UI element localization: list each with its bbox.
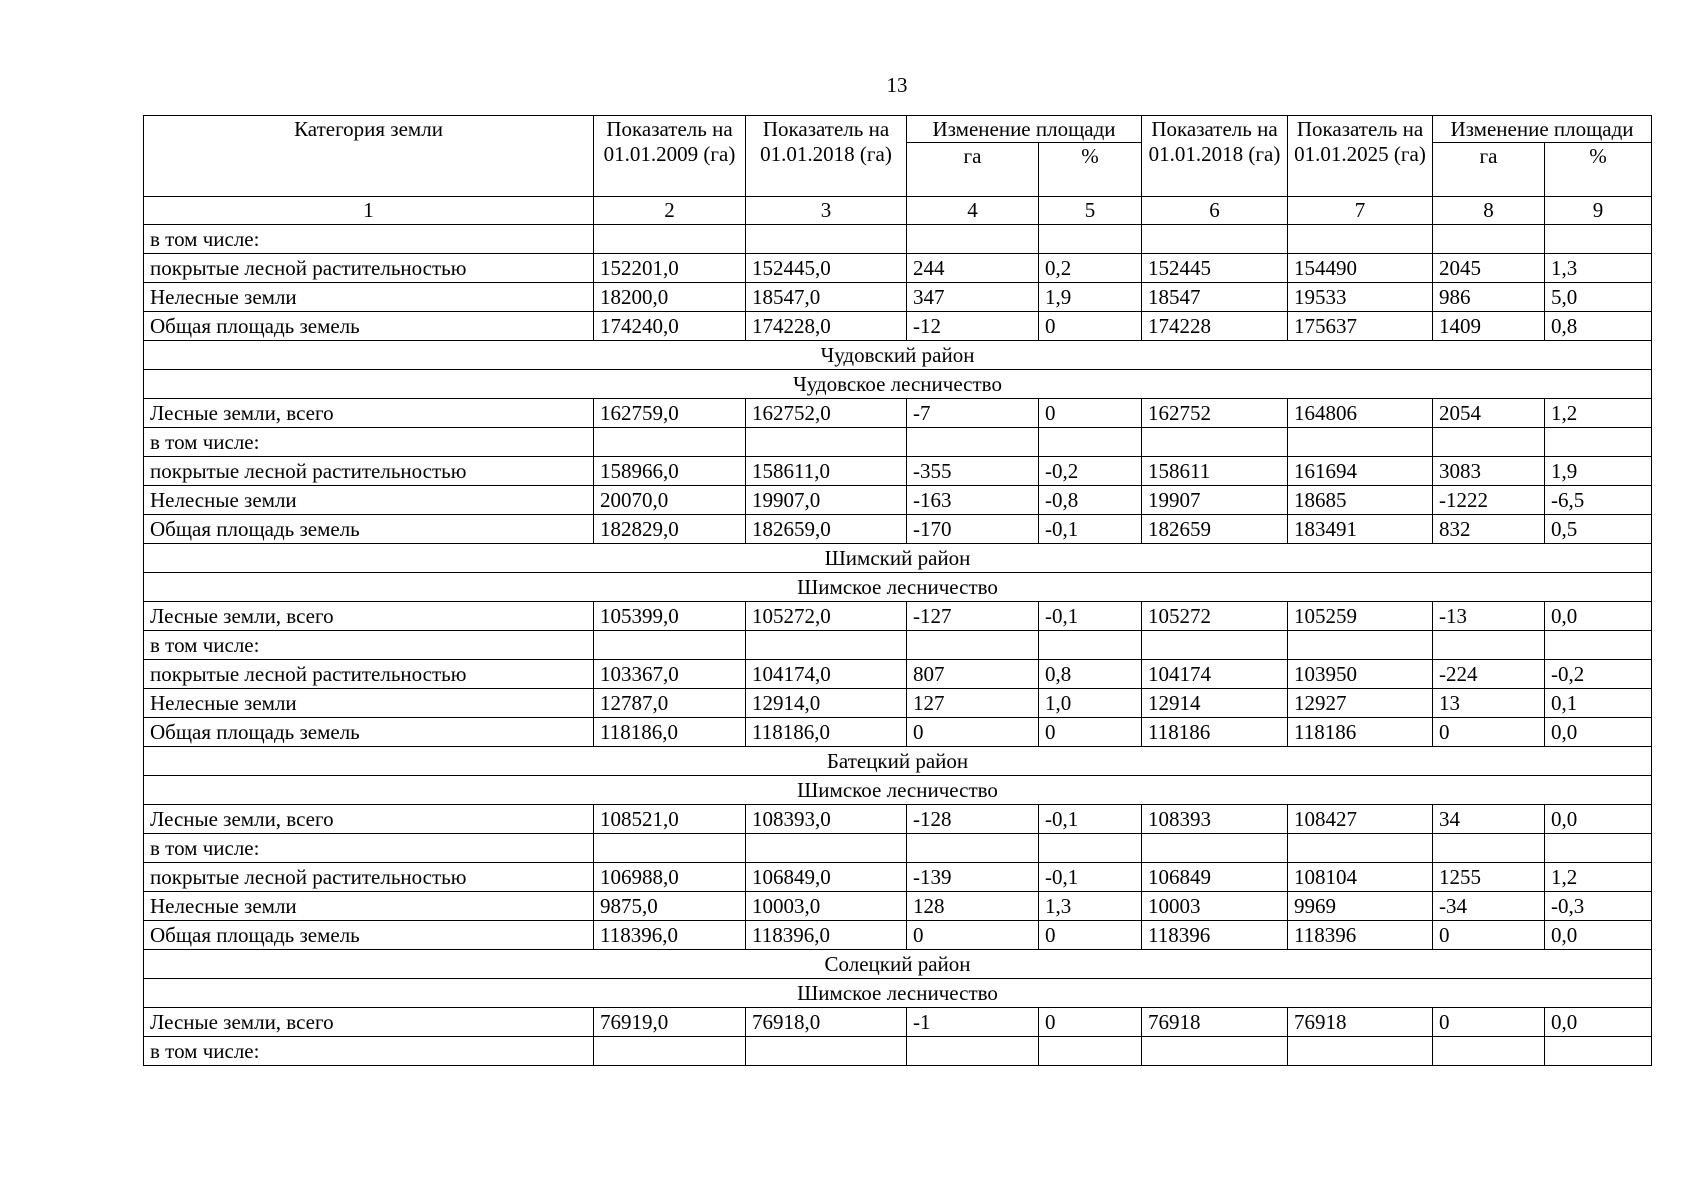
table-cell bbox=[594, 225, 746, 254]
table-cell: 103950 bbox=[1288, 660, 1433, 689]
section-header-row bbox=[144, 979, 1652, 1008]
row-category-label: Лесные земли, всего bbox=[144, 602, 594, 631]
row-category-label: в том числе: bbox=[144, 428, 594, 457]
section-header-row bbox=[144, 573, 1652, 602]
table-cell: 105272 bbox=[1142, 602, 1288, 631]
table-cell: 18547,0 bbox=[746, 283, 907, 312]
table-cell: -1 bbox=[907, 1008, 1039, 1037]
table-cell: 76918 bbox=[1142, 1008, 1288, 1037]
table-cell: 12927 bbox=[1288, 689, 1433, 718]
table-cell bbox=[1039, 631, 1142, 660]
table-cell: 76919,0 bbox=[594, 1008, 746, 1037]
table-cell: 12914 bbox=[1142, 689, 1288, 718]
table-cell: 3083 bbox=[1433, 457, 1545, 486]
header-indicator-2009: Показатель на 01.01.2009 (га) bbox=[594, 116, 746, 197]
table-cell: 182829,0 bbox=[594, 515, 746, 544]
header-change-pct-second: % bbox=[1545, 143, 1652, 197]
table-header bbox=[144, 116, 1652, 225]
table-row bbox=[144, 660, 1652, 689]
row-category-label: покрытые лесной растительностью bbox=[144, 254, 594, 283]
table-cell: 161694 bbox=[1288, 457, 1433, 486]
table-cell: 182659,0 bbox=[746, 515, 907, 544]
table-cell: 1409 bbox=[1433, 312, 1545, 341]
table-cell: 106988,0 bbox=[594, 863, 746, 892]
header-change-pct-first: % bbox=[1039, 143, 1142, 197]
table-row bbox=[144, 428, 1652, 457]
table-cell: 0 bbox=[1039, 399, 1142, 428]
table-cell: 108104 bbox=[1288, 863, 1433, 892]
table-cell: 1,3 bbox=[1039, 892, 1142, 921]
table-cell: 152201,0 bbox=[594, 254, 746, 283]
table-cell: 9875,0 bbox=[594, 892, 746, 921]
table-cell: -0,1 bbox=[1039, 515, 1142, 544]
table-cell: 174228 bbox=[1142, 312, 1288, 341]
table-cell bbox=[1288, 225, 1433, 254]
table-cell bbox=[907, 1037, 1039, 1066]
table-cell bbox=[1288, 834, 1433, 863]
table-cell bbox=[594, 1037, 746, 1066]
table-cell: 986 bbox=[1433, 283, 1545, 312]
table-cell: -0,1 bbox=[1039, 805, 1142, 834]
header-change-area-second: Изменение площади bbox=[1433, 116, 1652, 143]
table-row bbox=[144, 457, 1652, 486]
table-cell: 1,0 bbox=[1039, 689, 1142, 718]
table-cell bbox=[1039, 428, 1142, 457]
table-cell: 18200,0 bbox=[594, 283, 746, 312]
section-title: Шимское лесничество bbox=[144, 573, 1652, 602]
table-cell: 5,0 bbox=[1545, 283, 1652, 312]
section-title: Солецкий район bbox=[144, 950, 1652, 979]
table-cell: 108393 bbox=[1142, 805, 1288, 834]
row-category-label: Общая площадь земель bbox=[144, 312, 594, 341]
table-cell: -0,3 bbox=[1545, 892, 1652, 921]
table-cell: 76918 bbox=[1288, 1008, 1433, 1037]
table-row bbox=[144, 834, 1652, 863]
table-cell: -13 bbox=[1433, 602, 1545, 631]
table-cell: 18685 bbox=[1288, 486, 1433, 515]
table-cell bbox=[1142, 225, 1288, 254]
table-cell: 1255 bbox=[1433, 863, 1545, 892]
table-cell: 0,1 bbox=[1545, 689, 1652, 718]
table-cell: 2054 bbox=[1433, 399, 1545, 428]
table-cell: 0,0 bbox=[1545, 602, 1652, 631]
table-cell: 175637 bbox=[1288, 312, 1433, 341]
column-number-cell: 4 bbox=[907, 197, 1039, 225]
table-row bbox=[144, 805, 1652, 834]
table-cell: 154490 bbox=[1288, 254, 1433, 283]
section-header-row bbox=[144, 747, 1652, 776]
table-cell bbox=[1039, 225, 1142, 254]
table-cell: 18547 bbox=[1142, 283, 1288, 312]
table-cell bbox=[907, 834, 1039, 863]
table-cell bbox=[1433, 225, 1545, 254]
table-cell: 162759,0 bbox=[594, 399, 746, 428]
table-cell bbox=[1288, 1037, 1433, 1066]
table-cell: 118396,0 bbox=[594, 921, 746, 950]
column-number-cell: 1 bbox=[144, 197, 594, 225]
section-header-row bbox=[144, 950, 1652, 979]
table-cell: 158966,0 bbox=[594, 457, 746, 486]
table-cell: 0 bbox=[1039, 312, 1142, 341]
header-indicator-2018-second: Показатель на 01.01.2018 (га) bbox=[1142, 116, 1288, 197]
table-cell: 832 bbox=[1433, 515, 1545, 544]
table-cell: 1,2 bbox=[1545, 399, 1652, 428]
table-cell: 13 bbox=[1433, 689, 1545, 718]
table-cell: -7 bbox=[907, 399, 1039, 428]
table-cell bbox=[1545, 428, 1652, 457]
table-cell: 152445 bbox=[1142, 254, 1288, 283]
section-header-row bbox=[144, 544, 1652, 573]
table-row bbox=[144, 689, 1652, 718]
table-cell: 106849,0 bbox=[746, 863, 907, 892]
header-indicator-2018-first: Показатель на 01.01.2018 (га) bbox=[746, 116, 907, 197]
column-number-cell: 9 bbox=[1545, 197, 1652, 225]
table-row bbox=[144, 399, 1652, 428]
table-cell: 0,5 bbox=[1545, 515, 1652, 544]
section-title: Шимское лесничество bbox=[144, 776, 1652, 805]
section-header-row bbox=[144, 370, 1652, 399]
table-cell: 244 bbox=[907, 254, 1039, 283]
row-category-label: Общая площадь земель bbox=[144, 921, 594, 950]
table-cell bbox=[1433, 1037, 1545, 1066]
header-change-ha-first: га bbox=[907, 143, 1039, 197]
column-number-cell: 2 bbox=[594, 197, 746, 225]
table-cell: 118396,0 bbox=[746, 921, 907, 950]
column-number-cell: 8 bbox=[1433, 197, 1545, 225]
table-cell bbox=[907, 428, 1039, 457]
table-cell: 0 bbox=[1039, 921, 1142, 950]
table-cell bbox=[1288, 428, 1433, 457]
table-cell: 0,2 bbox=[1039, 254, 1142, 283]
table-cell: 118186 bbox=[1288, 718, 1433, 747]
table-cell: -224 bbox=[1433, 660, 1545, 689]
table-cell bbox=[746, 631, 907, 660]
table-cell: 118186,0 bbox=[594, 718, 746, 747]
table-cell bbox=[1433, 631, 1545, 660]
table-row bbox=[144, 1008, 1652, 1037]
table-cell: 76918,0 bbox=[746, 1008, 907, 1037]
table-cell: -0,8 bbox=[1039, 486, 1142, 515]
table-cell bbox=[907, 225, 1039, 254]
table-cell: 118396 bbox=[1288, 921, 1433, 950]
table-row bbox=[144, 892, 1652, 921]
table-cell bbox=[1545, 631, 1652, 660]
table-cell: 0 bbox=[1433, 718, 1545, 747]
table-cell bbox=[746, 225, 907, 254]
table-cell: 1,3 bbox=[1545, 254, 1652, 283]
table-cell: 0 bbox=[1433, 921, 1545, 950]
row-category-label: Общая площадь земель bbox=[144, 718, 594, 747]
table-cell: 162752,0 bbox=[746, 399, 907, 428]
table-cell: -0,2 bbox=[1039, 457, 1142, 486]
table-row bbox=[144, 921, 1652, 950]
table-cell: 182659 bbox=[1142, 515, 1288, 544]
table-cell: 152445,0 bbox=[746, 254, 907, 283]
table-row bbox=[144, 225, 1652, 254]
table-cell: 19907 bbox=[1142, 486, 1288, 515]
table-cell: 10003 bbox=[1142, 892, 1288, 921]
column-number-cell: 3 bbox=[746, 197, 907, 225]
column-number-cell: 5 bbox=[1039, 197, 1142, 225]
table-cell: 0 bbox=[1433, 1008, 1545, 1037]
table-cell bbox=[1039, 1037, 1142, 1066]
table-cell bbox=[594, 428, 746, 457]
table-cell bbox=[1039, 834, 1142, 863]
row-category-label: Лесные земли, всего bbox=[144, 805, 594, 834]
table-cell bbox=[1142, 428, 1288, 457]
table-cell bbox=[907, 631, 1039, 660]
table-cell bbox=[594, 834, 746, 863]
table-cell bbox=[594, 631, 746, 660]
table-cell bbox=[1142, 631, 1288, 660]
row-category-label: в том числе: bbox=[144, 834, 594, 863]
table-cell bbox=[1288, 631, 1433, 660]
table-cell: 158611 bbox=[1142, 457, 1288, 486]
row-category-label: в том числе: bbox=[144, 631, 594, 660]
table-cell: 118186,0 bbox=[746, 718, 907, 747]
table-row bbox=[144, 283, 1652, 312]
table-cell bbox=[746, 1037, 907, 1066]
table-cell: 158611,0 bbox=[746, 457, 907, 486]
table-cell: -127 bbox=[907, 602, 1039, 631]
table-cell: 103367,0 bbox=[594, 660, 746, 689]
section-title: Шимское лесничество bbox=[144, 979, 1652, 1008]
table-row bbox=[144, 312, 1652, 341]
table-cell: -163 bbox=[907, 486, 1039, 515]
table-cell: 12787,0 bbox=[594, 689, 746, 718]
row-category-label: покрытые лесной растительностью bbox=[144, 863, 594, 892]
table-cell: 807 bbox=[907, 660, 1039, 689]
table-cell: -355 bbox=[907, 457, 1039, 486]
table-cell: 0,8 bbox=[1039, 660, 1142, 689]
table-cell: 19533 bbox=[1288, 283, 1433, 312]
table-cell: 347 bbox=[907, 283, 1039, 312]
table-cell: 0,8 bbox=[1545, 312, 1652, 341]
table-cell bbox=[1545, 225, 1652, 254]
table-cell: 105399,0 bbox=[594, 602, 746, 631]
table-cell: 0,0 bbox=[1545, 1008, 1652, 1037]
table-cell: 0 bbox=[907, 718, 1039, 747]
row-category-label: покрытые лесной растительностью bbox=[144, 660, 594, 689]
header-change-area-first: Изменение площади bbox=[907, 116, 1142, 143]
table-cell bbox=[746, 834, 907, 863]
table-cell: -128 bbox=[907, 805, 1039, 834]
table-cell: 0 bbox=[1039, 1008, 1142, 1037]
table-cell bbox=[1142, 834, 1288, 863]
section-title: Батецкий район bbox=[144, 747, 1652, 776]
table-cell: 162752 bbox=[1142, 399, 1288, 428]
table-cell bbox=[1433, 428, 1545, 457]
table-cell: 0,0 bbox=[1545, 921, 1652, 950]
table-cell: 2045 bbox=[1433, 254, 1545, 283]
row-category-label: в том числе: bbox=[144, 225, 594, 254]
table-cell bbox=[1545, 834, 1652, 863]
table-row bbox=[144, 602, 1652, 631]
table-cell: 9969 bbox=[1288, 892, 1433, 921]
table-cell: 34 bbox=[1433, 805, 1545, 834]
table-cell: 105272,0 bbox=[746, 602, 907, 631]
table-cell bbox=[746, 428, 907, 457]
table-cell: -34 bbox=[1433, 892, 1545, 921]
table-cell: 174240,0 bbox=[594, 312, 746, 341]
table-cell: 1,9 bbox=[1039, 283, 1142, 312]
table-cell bbox=[1433, 834, 1545, 863]
column-number-row bbox=[144, 197, 1652, 225]
header-indicator-2025: Показатель на 01.01.2025 (га) bbox=[1288, 116, 1433, 197]
table-cell: 127 bbox=[907, 689, 1039, 718]
table-cell: 20070,0 bbox=[594, 486, 746, 515]
table-cell: -170 bbox=[907, 515, 1039, 544]
table-cell: 104174 bbox=[1142, 660, 1288, 689]
table-body bbox=[144, 225, 1652, 1066]
section-title: Чудовский район bbox=[144, 341, 1652, 370]
table-cell: 12914,0 bbox=[746, 689, 907, 718]
table-cell: 108393,0 bbox=[746, 805, 907, 834]
table-cell: 105259 bbox=[1288, 602, 1433, 631]
section-header-row bbox=[144, 776, 1652, 805]
table-cell: 106849 bbox=[1142, 863, 1288, 892]
section-title: Шимский район bbox=[144, 544, 1652, 573]
table-cell: -6,5 bbox=[1545, 486, 1652, 515]
land-category-table bbox=[143, 115, 1652, 1066]
row-category-label: Общая площадь земель bbox=[144, 515, 594, 544]
table-row bbox=[144, 631, 1652, 660]
section-title: Чудовское лесничество bbox=[144, 370, 1652, 399]
table-cell: 19907,0 bbox=[746, 486, 907, 515]
table-cell: 0 bbox=[907, 921, 1039, 950]
table-cell: 1,9 bbox=[1545, 457, 1652, 486]
table-cell: 128 bbox=[907, 892, 1039, 921]
table-cell: -0,1 bbox=[1039, 602, 1142, 631]
table-cell: 0 bbox=[1039, 718, 1142, 747]
table-cell: -12 bbox=[907, 312, 1039, 341]
table-cell: -0,2 bbox=[1545, 660, 1652, 689]
table-cell: 0,0 bbox=[1545, 718, 1652, 747]
row-category-label: Лесные земли, всего bbox=[144, 399, 594, 428]
table-cell: 108427 bbox=[1288, 805, 1433, 834]
table-row bbox=[144, 254, 1652, 283]
table-row bbox=[144, 718, 1652, 747]
table-cell: 183491 bbox=[1288, 515, 1433, 544]
row-category-label: покрытые лесной растительностью bbox=[144, 457, 594, 486]
table-cell bbox=[1545, 1037, 1652, 1066]
table-cell: -0,1 bbox=[1039, 863, 1142, 892]
table-cell: 1,2 bbox=[1545, 863, 1652, 892]
table-cell: 118396 bbox=[1142, 921, 1288, 950]
header-category: Категория земли bbox=[144, 116, 594, 197]
row-category-label: Нелесные земли bbox=[144, 486, 594, 515]
row-category-label: Нелесные земли bbox=[144, 283, 594, 312]
section-header-row bbox=[144, 341, 1652, 370]
table-row bbox=[144, 863, 1652, 892]
table-cell bbox=[1142, 1037, 1288, 1066]
table-cell: -1222 bbox=[1433, 486, 1545, 515]
table-row bbox=[144, 486, 1652, 515]
header-change-ha-second: га bbox=[1433, 143, 1545, 197]
column-number-cell: 6 bbox=[1142, 197, 1288, 225]
table-cell: 118186 bbox=[1142, 718, 1288, 747]
table-cell: 10003,0 bbox=[746, 892, 907, 921]
table-cell: 108521,0 bbox=[594, 805, 746, 834]
page-number: 13 bbox=[886, 73, 908, 97]
column-number-cell: 7 bbox=[1288, 197, 1433, 225]
row-category-label: Нелесные земли bbox=[144, 892, 594, 921]
table-cell: 164806 bbox=[1288, 399, 1433, 428]
row-category-label: Нелесные земли bbox=[144, 689, 594, 718]
table-cell: 0,0 bbox=[1545, 805, 1652, 834]
row-category-label: Лесные земли, всего bbox=[144, 1008, 594, 1037]
table-cell: 174228,0 bbox=[746, 312, 907, 341]
table-cell: 104174,0 bbox=[746, 660, 907, 689]
table-row bbox=[144, 1037, 1652, 1066]
table-cell: -139 bbox=[907, 863, 1039, 892]
row-category-label: в том числе: bbox=[144, 1037, 594, 1066]
table-row bbox=[144, 515, 1652, 544]
